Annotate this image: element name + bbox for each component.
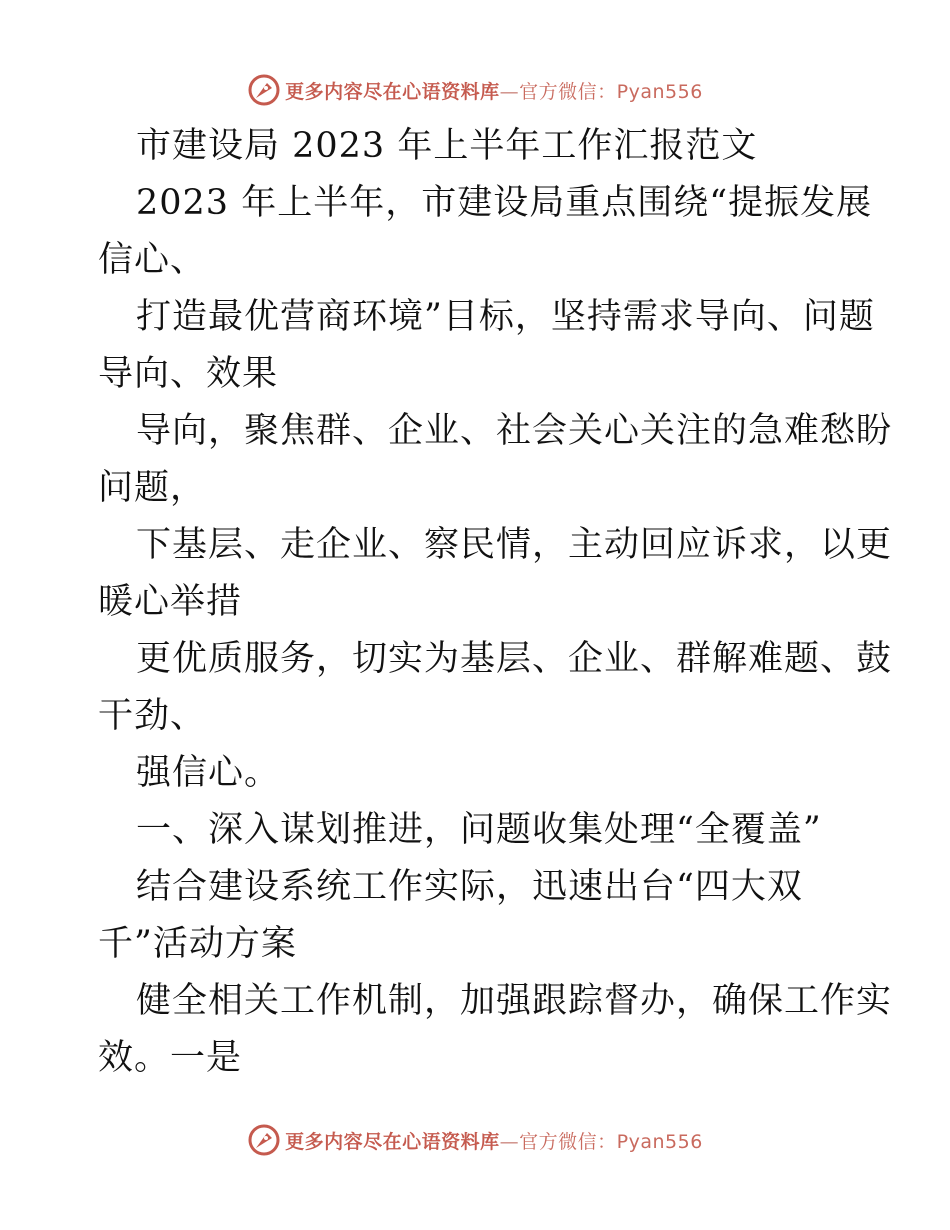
paragraph-line: 效。一是 — [98, 1038, 243, 1078]
watermark-main-text: 更多内容尽在心语资料库 — [285, 1130, 500, 1153]
paragraph-line: 更优质服务，切实为基层、企业、群解难题、鼓 — [136, 639, 893, 679]
watermark-text — [285, 1127, 703, 1154]
paragraph-line: 强信心。 — [136, 753, 281, 793]
paragraph-line: 2023 年上半年，市建设局重点围绕“提振发展 — [136, 183, 873, 223]
paragraph-line: 下基层、走企业、察民情，主动回应诉求，以更 — [136, 525, 893, 565]
paragraph-line: 暖心举措 — [98, 582, 243, 622]
paragraph-line: 导向，聚焦群、企业、社会关心关注的急难愁盼 — [136, 411, 893, 451]
paragraph-line: 健全相关工作机制，加强跟踪督办，确保工作实 — [136, 981, 893, 1021]
paragraph-line: 千”活动方案 — [98, 924, 297, 964]
watermark-separator: — — [499, 80, 520, 103]
pen-nib-logo-icon — [247, 73, 281, 107]
paragraph-line: 问题， — [98, 468, 207, 508]
watermark-text — [285, 77, 703, 104]
document-body — [98, 118, 893, 1087]
watermark-suffix-text: 官方微信：Pyan556 — [519, 1130, 703, 1153]
paragraph-line: 干劲、 — [98, 696, 207, 736]
paragraph-line: 打造最优营商环境”目标，坚持需求导向、问题 — [136, 297, 875, 337]
watermark-main-text: 更多内容尽在心语资料库 — [285, 80, 500, 103]
header-watermark — [0, 70, 950, 110]
footer-watermark — [0, 1120, 950, 1160]
paragraph-line: 信心、 — [98, 240, 207, 280]
section-heading: 一、深入谋划推进，问题收集处理“全覆盖” — [136, 810, 822, 850]
document-title: 市建设局 2023 年上半年工作汇报范文 — [136, 126, 758, 166]
paragraph-line: 结合建设系统工作实际，迅速出台“四大双 — [136, 867, 803, 907]
paragraph-line: 导向、效果 — [98, 354, 279, 394]
watermark-separator: — — [499, 1130, 520, 1153]
pen-nib-logo-icon — [247, 1123, 281, 1157]
watermark-suffix-text: 官方微信：Pyan556 — [519, 80, 703, 103]
